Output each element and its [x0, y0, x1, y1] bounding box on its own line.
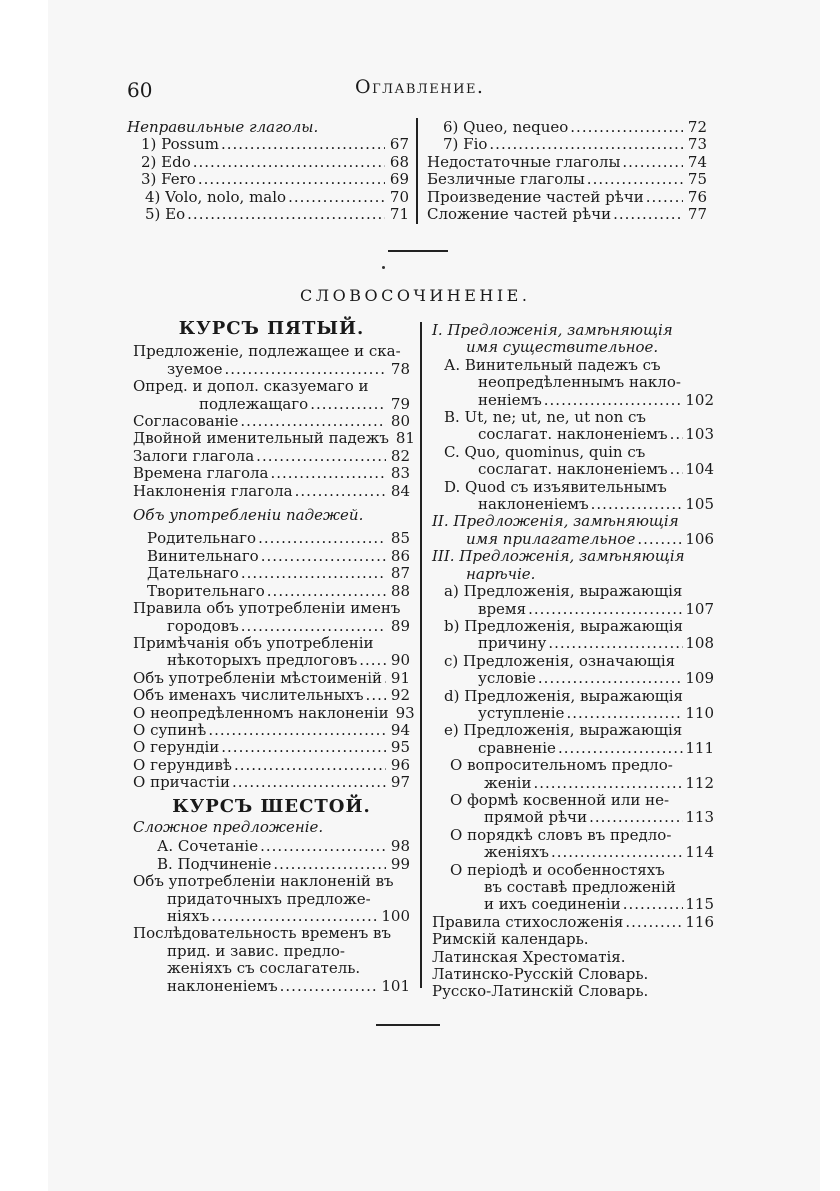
toc-entry: I. Предложенія, замѣняющія имя существительное. [432, 321, 673, 357]
toc-entry: А. Винительный падежъ съ неопредѣленнымъ накло- неніемъ ..... 102 [432, 357, 714, 409]
toc-entry: b) Предложенія, выражающія причину ..... 108 [432, 618, 714, 653]
toc-entry: 4) Volo, nolo, malo ..... 70 [127, 189, 409, 206]
course-six-heading: КУРСЪ ШЕСТОЙ. [172, 795, 371, 817]
toc-entry: Безличные глаголы ..... 75 [427, 171, 707, 188]
toc-entry: Винительнаго ..... 86 [133, 548, 410, 565]
toc-top-right [427, 119, 707, 223]
bottom-rule [376, 1024, 440, 1026]
toc-entry: Римскій календарь. [432, 930, 589, 949]
toc-entry: Залоги глагола ..... 82 [133, 448, 410, 465]
toc-top-left [127, 119, 409, 223]
toc-entry: II. Предложенія, замѣняющія имя прилагательное ..... 106 [432, 513, 714, 548]
toc-entry: Произведение частей рѣчи ..... 76 [427, 189, 707, 206]
toc-entry: 6) Queo, nequeo ..... 72 [427, 119, 707, 136]
toc-entry: 1) Possum ..... 67 [127, 136, 409, 153]
toc-entry: Объ именахъ числительныхъ ..... 92 [133, 687, 410, 704]
toc-entry: Правила стихосложенія ..... 116 [432, 914, 714, 931]
toc-entry: О герундіи ..... 95 [133, 739, 410, 756]
decorative-dot [382, 266, 385, 269]
toc-entry: Опред. и допол. сказуемаго и подлежащаго ..... 79 [133, 378, 410, 413]
toc-entry: Русско-Латинскій Словарь. [432, 982, 649, 1001]
toc-entry: О вопросительномъ предло- женіи ..... 112 [432, 757, 714, 792]
toc-entry: О формѣ косвенной или не- прямой рѣчи ..... 113 [432, 792, 714, 827]
toc-entry: 2) Edo ..... 68 [127, 154, 409, 171]
toc-entry: О причастіи ..... 97 [133, 774, 410, 791]
toc-entry: О порядкѣ словъ въ предло- женіяхъ ..... 114 [432, 827, 714, 862]
toc-entry: 5) Eo ..... 71 [127, 206, 409, 223]
toc-subheading-complex: Сложное предложеніе. [133, 817, 324, 836]
toc-entry: Латинско-Русскій Словарь. [432, 965, 649, 984]
toc-entry: Дательнаго ..... 87 [133, 565, 410, 582]
toc-entry: Правила объ употребленіи именъ городовъ ..... 89 [133, 600, 410, 635]
toc-entry: Объ употребленіи наклоненій въ придаточныхъ предложе- ніяхъ ..... 100 [133, 873, 410, 925]
toc-entry: А. Сочетаніе ..... 98 [133, 838, 410, 855]
toc-heading-irregular-verbs: Неправильные глаголы. [127, 118, 319, 136]
toc-entry: Наклоненія глагола ..... 84 [133, 483, 410, 500]
toc-entry: О герундивѣ ..... 96 [133, 757, 410, 774]
toc-entry: Примѣчанія объ употребленіи нѣкоторыхъ предлоговъ ..... 90 [133, 635, 410, 670]
toc-entry: D. Quod съ изъявительнымъ наклоненіемъ ..... 105 [432, 479, 714, 514]
toc-entry: 3) Fero ..... 69 [127, 171, 409, 188]
course-five-heading: КУРСЪ ПЯТЫЙ. [178, 318, 365, 339]
section-rule [388, 250, 448, 252]
column-divider [416, 118, 418, 224]
toc-entry: 7) Fio ..... 73 [427, 136, 707, 153]
toc-entry: e) Предложенія, выражающія сравненіе ..... 111 [432, 722, 714, 757]
toc-entry: а) Предложенія, выражающія время ..... 107 [432, 583, 714, 618]
toc-entry: О супинѣ ..... 94 [133, 722, 410, 739]
toc-entry: Сложение частей рѣчи ..... 77 [427, 206, 707, 223]
toc-entry: c) Предложенія, означающія условіе ..... 109 [432, 653, 714, 688]
toc-entry: Согласованіе ..... 80 [133, 413, 410, 430]
toc-entry: Послѣдовательность временъ въ прид. и завис. предло- женіяхъ съ сослагатель. наклоненіемъ ..... 101 [133, 925, 410, 995]
toc-entry: Латинская Хрестоматія. [432, 947, 626, 966]
toc-entry: Родительнаго ..... 85 [133, 530, 410, 547]
toc-entry: Времена глагола ..... 83 [133, 465, 410, 482]
toc-subheading-cases: Объ употребленіи падежей. [133, 506, 364, 525]
section-title: СЛОВОСОЧИНЕНІЕ. [300, 286, 531, 305]
toc-entry: C. Quo, quominus, quin съ сослагат. наклоненіемъ ..... 104 [432, 444, 714, 479]
toc-entry: d) Предложенія, выражающія уступленіе ..... 110 [432, 688, 714, 723]
toc-entry: О неопредѣленномъ наклоненіи 93 [133, 703, 415, 722]
toc-entry: III. Предложенія, замѣняющія нарѣчіе. [432, 547, 685, 583]
toc-entry: Недостаточные глаголы ..... 74 [427, 154, 707, 171]
toc-entry: Предложеніе, подлежащее и ска- зуемое ..... 78 [133, 343, 410, 378]
toc-entry: В. Подчиненіе ..... 99 [133, 856, 410, 873]
toc-entry: Объ употребленіи мѣстоименій ..... 91 [133, 670, 410, 687]
toc-entry: Двойной именительный падежъ 81 [133, 429, 415, 448]
toc-entry: B. Ut, ne; ut, ne, ut non съ сослагат. наклоненіемъ ..... 103 [432, 409, 714, 444]
page-number: 60 [127, 78, 153, 102]
toc-left-column [133, 318, 415, 995]
column-divider [420, 322, 422, 988]
toc-right-column [432, 322, 714, 1001]
toc-entry: Творительнаго ..... 88 [133, 583, 410, 600]
toc-entry: О періодѣ и особенностяхъ въ составѣ предложеній и ихъ соединеніи ..... 115 [432, 862, 714, 914]
running-title: Оглавление. [355, 76, 485, 98]
